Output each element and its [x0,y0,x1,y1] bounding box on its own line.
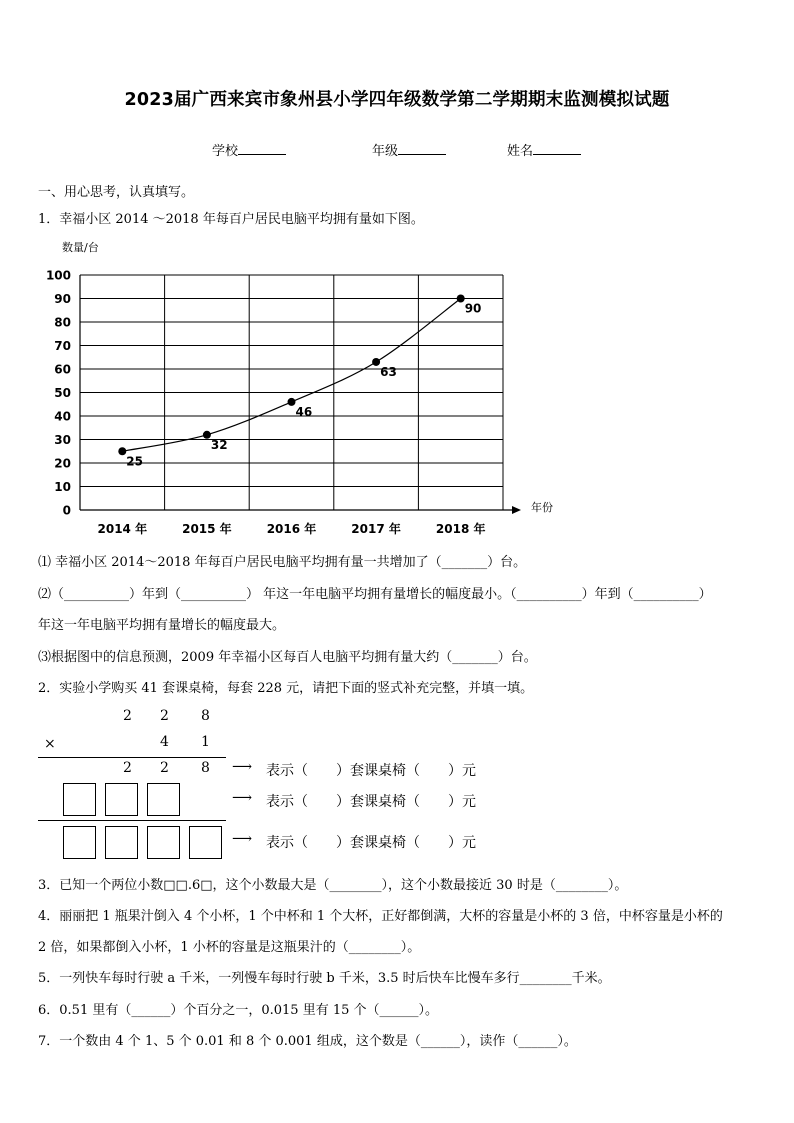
x-axis-arrow-icon [512,506,521,514]
arrow-icon: ⟶ [232,759,253,775]
x-axis-label: 年份 [531,501,553,514]
times-sign: × [44,736,56,752]
question-1-3: ⑶根据图中的信息预测，2009 年幸福小区每百人电脑平均拥有量大约（_______）台。 [38,650,537,665]
answer-box[interactable] [63,783,96,816]
calc-digit: 8 [201,760,210,776]
question-3: 3．已知一个两位小数□□.6□，这个小数最大是（________），这个小数最接近 30 时是（________）。 [38,878,628,893]
y-axis-label: 数量/台 [62,241,99,254]
answer-box[interactable] [105,826,138,859]
data-point [203,431,211,439]
arrow-icon: ⟶ [232,790,253,806]
name-field[interactable] [507,140,581,159]
page-title: 2023届广西来宾市象州县小学四年级数学第二学期期末监测模拟试题 [124,90,670,110]
question-1: 1．幸福小区 2014 ～2018 年每百户居民电脑平均拥有量如下图。 [38,212,424,227]
x-tick-label: 2016 年 [266,522,317,536]
arrow-icon: ⟶ [232,831,253,847]
x-tick-label: 2018 年 [435,522,486,536]
data-point [457,295,465,303]
data-label: 46 [295,404,313,419]
calc-digit: 1 [201,734,210,750]
y-tick-label: 0 [62,503,71,518]
answer-box[interactable] [63,826,96,859]
question-7: 7．一个数由 4 个 1、5 个 0.01 和 8 个 0.001 组成，这个数是（______），读作（______）。 [38,1034,577,1049]
y-tick-label: 40 [54,409,71,424]
data-label: 90 [464,301,482,316]
y-tick-label: 20 [54,456,71,471]
question-4: 4．丽丽把 1 瓶果汁倒入 4 个小杯，1 个中杯和 1 个大杯，正好都倒满，大杯的容量是小杯的 3 倍，中杯容量是小杯的 [38,909,723,924]
data-label: 63 [380,364,397,379]
data-label: 32 [210,437,228,452]
question-6: 6．0.51 里有（______）个百分之一，0.015 里有 15 个（______）。 [38,1003,439,1018]
grade-field[interactable] [372,140,446,159]
name-blank[interactable] [533,142,581,155]
answer-box[interactable] [189,826,222,859]
question-5: 5．一列快车每时行驶 a 千米，一列慢车每时行驶 b 千米，3.5 时后快车比慢车多行________千米。 [38,971,611,986]
question-1-2: ⑵（__________）年到（__________） 年这一年电脑平均拥有量增长的幅度最小。（__________）年到（__________） [38,587,712,602]
school-label: 学校 [212,144,239,159]
y-tick-label: 70 [54,339,71,353]
x-tick-label: 2017 年 [351,522,401,536]
y-tick-label: 30 [54,433,71,447]
grade-blank[interactable] [398,142,446,155]
question-1-1: ⑴ 幸福小区 2014～2018 年每百户居民电脑平均拥有量一共增加了（_______）台。 [38,555,527,570]
calc-digit: 2 [123,760,132,776]
name-label: 姓名 [507,144,534,159]
calc-explain-3: 表示（ ）套课桌椅（ ）元 [266,835,476,851]
calc-digit: 2 [160,760,169,776]
y-tick-label: 90 [54,292,71,306]
y-tick-label: 10 [54,480,71,494]
calc-digit: 2 [160,708,169,724]
y-tick-label: 50 [54,386,71,400]
grade-label: 年级 [372,144,399,159]
data-point [118,447,126,455]
calc-rule [38,820,226,821]
data-point [288,398,296,406]
series-line [122,299,460,452]
calc-explain-2: 表示（ ）套课桌椅（ ）元 [266,794,476,810]
calc-digit: 2 [123,708,132,724]
x-tick-label: 2015 年 [182,522,232,536]
question-4-cont: 2 倍，如果都倒入小杯，1 小杯的容量是这瓶果汁的（________）。 [38,940,421,955]
answer-box[interactable] [147,826,180,859]
calc-explain-1: 表示（ ）套课桌椅（ ）元 [266,763,476,779]
school-blank[interactable] [238,142,286,155]
answer-box[interactable] [105,783,138,816]
y-tick-label: 80 [54,315,71,330]
y-tick-label: 60 [54,362,71,377]
line-chart [0,230,794,540]
question-2: 2．实验小学购买 41 套课桌椅，每套 228 元，请把下面的竖式补充完整，并填一填。 [38,681,534,696]
question-1-2-cont: 年这一年电脑平均拥有量增长的幅度最大。 [38,618,286,633]
data-label: 25 [126,454,144,469]
calc-digit: 4 [160,734,169,750]
x-tick-label: 2014 年 [97,522,148,536]
school-field[interactable] [212,140,286,159]
calc-digit: 8 [201,708,210,724]
y-tick-label: 100 [45,268,71,283]
calc-rule [38,757,226,758]
answer-box[interactable] [147,783,180,816]
data-point [372,358,380,366]
section-heading: 一、用心思考，认真填写。 [38,185,195,200]
